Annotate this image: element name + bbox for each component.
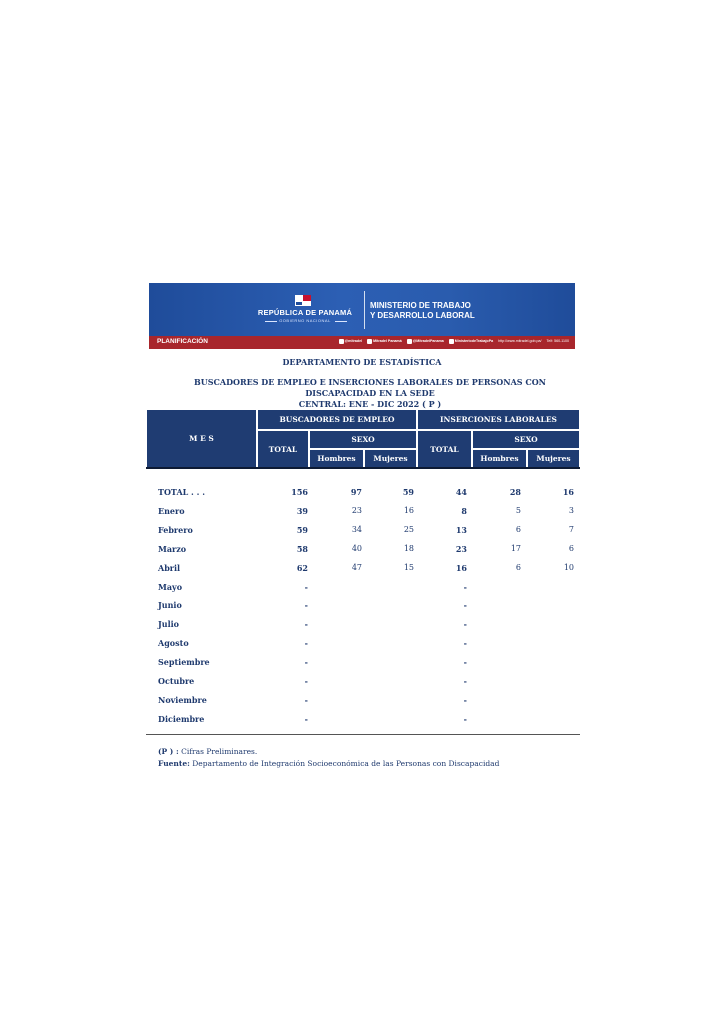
ministry-line1: MINISTERIO DE TRABAJO [370,301,471,310]
cell-inserciones-hombres: 6 [515,562,521,572]
republic-label: REPÚBLICA DE PANAMÁ [257,308,353,317]
preliminary-text: Cifras Preliminares. [181,747,258,756]
section-label: PLANIFICACIÓN [157,338,208,345]
row-month: Agosto [158,638,189,649]
preliminary-note [158,746,499,758]
row-month: TOTAL . . . [158,487,205,497]
cell-buscadores-mujeres: 25 [403,524,414,534]
row-month: Julio [158,619,180,630]
header-bottom-border [146,467,580,469]
cell-buscadores-mujeres: 16 [403,505,414,515]
cell-buscadores-total: 58 [296,543,308,554]
cell-inserciones-total: - [463,713,467,724]
table-row [146,597,580,615]
cell-buscadores-total: 62 [296,562,308,573]
row-month: Noviembre [158,694,207,705]
department-heading: DEPARTAMENTO DE ESTADÍSTICA [282,357,442,367]
cell-inserciones-mujeres: 10 [563,562,574,572]
header-b-sexo: SEXO [309,430,417,449]
header-i-sexo: SEXO [472,430,580,449]
cell-buscadores-total: 39 [296,505,308,516]
cell-inserciones-hombres: 6 [515,524,521,534]
twitter-icon [339,339,344,344]
table-row [146,522,580,540]
row-month: Abril [158,562,181,573]
cell-buscadores-total: - [304,600,308,611]
source-label: Fuente: [158,759,190,768]
cell-inserciones-hombres: 17 [510,543,521,553]
cell-buscadores-total: 156 [291,487,308,497]
social-instagram[interactable]: @MitradelPanama [407,339,444,343]
row-month: Marzo [158,543,187,554]
report-title-line1: BUSCADORES DE EMPLEO E INSERCIONES LABORALES DE PERSONAS CON DISCAPACIDAD EN LA SEDE [194,377,546,398]
row-month: Febrero [158,524,193,535]
social-links [335,339,569,344]
table-row [146,616,580,634]
instagram-icon [407,339,412,344]
cell-inserciones-hombres: 28 [509,487,521,497]
panama-flag-icon [295,295,311,306]
cell-inserciones-total: 8 [461,505,467,516]
social-facebook[interactable]: Mitradel Panamá [367,339,402,343]
header-i-total: TOTAL [417,430,472,468]
facebook-icon [367,339,372,344]
cell-buscadores-total: - [304,676,308,686]
table-row [146,711,580,729]
cell-inserciones-total: - [463,638,467,649]
source-note [158,758,499,770]
phone-number: Telf: 560-1100 [546,339,569,344]
table-row [146,635,580,653]
cell-inserciones-total: - [463,619,467,630]
ministry-banner [149,283,575,349]
cell-inserciones-mujeres: 6 [568,543,574,553]
header-buscadores: BUSCADORES DE EMPLEO [257,409,417,430]
cell-buscadores-total: - [304,694,308,705]
cell-buscadores-mujeres: 18 [403,543,414,553]
report-title [160,377,580,410]
cell-inserciones-total: - [463,600,467,611]
cell-inserciones-total: - [463,676,467,686]
row-month: Octubre [158,676,195,686]
cell-inserciones-total: 23 [455,543,467,554]
cell-inserciones-mujeres: 16 [562,487,574,497]
cell-buscadores-total: - [304,713,308,724]
cell-inserciones-total: - [463,657,467,668]
cell-buscadores-hombres: 47 [351,562,362,572]
table-bottom-border [146,734,580,735]
ministry-name [370,301,475,321]
cell-buscadores-mujeres: 15 [403,562,414,572]
report-title-line2: CENTRAL: ENE - DIC 2022 ( P ) [298,399,442,409]
table-row [146,579,580,597]
header-inserciones: INSERCIONES LABORALES [417,409,580,430]
header-b-hombres: Hombres [309,449,364,468]
header-i-mujeres: Mujeres [527,449,580,468]
table-row [146,541,580,559]
source-text: Departamento de Integración Socioeconómica de las Personas con Discapacidad [192,759,500,768]
table-row [146,484,580,502]
cell-buscadores-mujeres: 59 [402,487,414,497]
row-month: Septiembre [158,657,210,668]
cell-inserciones-hombres: 5 [515,505,521,515]
cell-inserciones-mujeres: 3 [568,505,574,515]
cell-buscadores-total: - [304,619,308,630]
table-row [146,673,580,691]
preliminary-label: (P ) : [158,747,179,756]
cell-buscadores-hombres: 97 [350,487,362,497]
table-row [146,503,580,521]
row-month: Diciembre [158,713,205,724]
header-b-mujeres: Mujeres [364,449,417,468]
table-row [146,654,580,672]
banner-separator [364,291,365,329]
ministry-line2: Y DESARROLLO LABORAL [370,311,475,320]
table-row [146,692,580,710]
cell-buscadores-total: 59 [296,524,308,535]
table-header [146,409,580,468]
banner-top [149,283,575,336]
cell-buscadores-hombres: 34 [351,524,362,534]
cell-buscadores-total: - [304,657,308,668]
social-twitter[interactable]: @mitradel [339,339,363,343]
cell-buscadores-hombres: 40 [351,543,362,553]
cell-buscadores-total: - [304,581,308,592]
table-row [146,560,580,578]
row-month: Mayo [158,581,183,592]
youtube-icon [449,339,454,344]
cell-inserciones-total: 16 [455,562,467,573]
row-month: Junio [158,600,182,611]
cell-buscadores-total: - [304,638,308,649]
cell-buscadores-hombres: 23 [351,505,362,515]
banner-bottom [149,336,575,349]
footnotes [158,746,499,770]
cell-inserciones-total: - [463,694,467,705]
social-youtube[interactable]: MinisteriodeTrabajoPa [449,339,493,343]
cell-inserciones-total: - [463,581,467,592]
row-month: Enero [158,505,185,516]
cell-inserciones-total: 44 [455,487,467,497]
cell-inserciones-total: 13 [455,524,467,535]
header-i-hombres: Hombres [472,449,527,468]
divider [335,321,347,322]
header-b-total: TOTAL [257,430,309,468]
government-label: GOBIERNO NACIONAL [279,318,331,323]
website-link[interactable]: http://www.mitradel.gob.pa/ [498,339,542,344]
header-mes: M E S [146,409,257,468]
cell-inserciones-mujeres: 7 [568,524,574,534]
